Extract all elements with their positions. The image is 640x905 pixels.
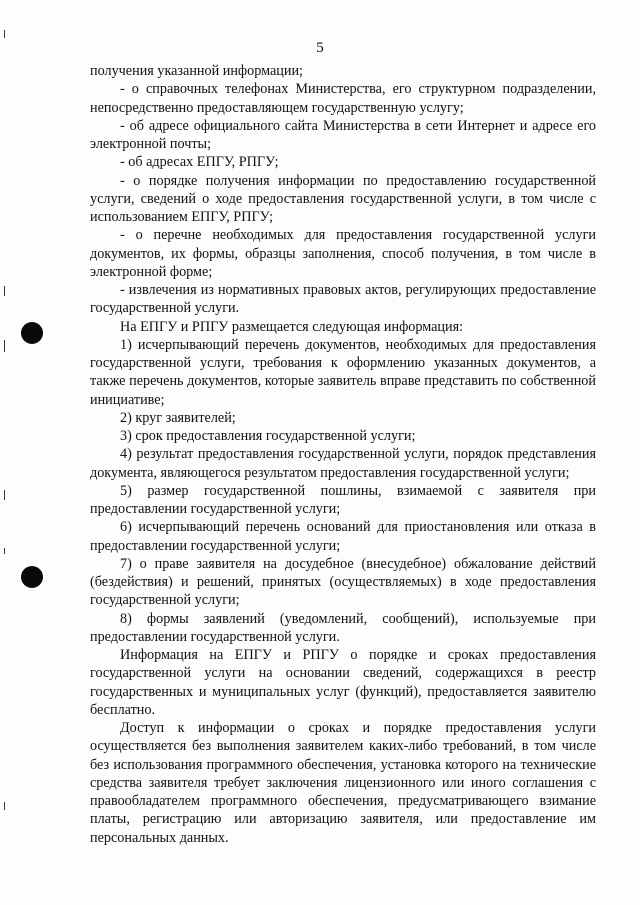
paragraph: Информация на ЕПГУ и РПГУ о порядке и сроках предоставления государственной услуги на основании сведений, содержащихся в реестр государственных и муниципальных услуг (функций), предоставляется заявителю бесплатно. — [90, 647, 596, 718]
paragraph: 4) результат предоставления государственной услуги, порядок представления документа, являющегося результатом предоставления государственной услуги; — [90, 446, 596, 481]
paragraph: 2) круг заявителей; — [120, 409, 236, 426]
paragraph: 5) размер государственной пошлины, взимаемой с заявителя при предоставлении государственной услуги; — [90, 482, 596, 517]
paragraph: получения указанной информации; — [90, 63, 303, 79]
scan-speck — [4, 490, 5, 500]
paragraph: - о перечне необходимых для предоставления государственной услуги документов, их формы, образцы заполнения, способ получения, в том числе в электронной форме; — [90, 227, 596, 280]
punch-hole-bottom — [21, 566, 43, 588]
paragraph: Доступ к информации о сроках и порядке предоставления услуги осуществляется без выполнения заявителем каких-либо требований, в том числе без использования программного обеспечения, установка которого на технические средства заявителя требует заключения лицензионного или иного соглашения с правообладателем программного обеспечения, предусматривающего взимание платы, регистрацию или авторизацию заявителя, или предоставление им персональных данных. — [90, 720, 596, 846]
paragraph: 7) о праве заявителя на досудебное (внесудебное) обжалование действий (бездействия) и решений, принятых (осуществляемых) в ходе предоставления государственной услуги; — [90, 555, 596, 609]
scan-speck — [4, 30, 5, 38]
paragraph: На ЕПГУ и РПГУ размещается следующая информация: — [120, 318, 464, 335]
page-number: 5 — [316, 40, 324, 56]
paragraph: - извлечения из нормативных правовых актов, регулирующих предоставление государственной услуги. — [90, 282, 596, 317]
paragraph: - о порядке получения информации по предоставлению государственной услуги, сведений о ходе предоставления государственной услуги, в том числе с использованием ЕПГУ, РПГУ; — [90, 172, 596, 225]
paragraph: 8) формы заявлений (уведомлений, сообщений), используемые при предоставлении государственной услуги. — [90, 610, 596, 645]
scan-speck — [4, 286, 5, 296]
paragraph: - о справочных телефонах Министерства, его структурном подразделении, непосредственно предоставляющем государственную услугу; — [90, 81, 596, 116]
scan-speck — [4, 340, 5, 352]
paragraph: - об адресе официального сайта Министерства в сети Интернет и адресе его электронной почты; — [90, 117, 596, 152]
paragraph: 3) срок предоставления государственной услуги; — [120, 428, 416, 444]
scan-speck — [4, 802, 5, 810]
paragraph: 6) исчерпывающий перечень оснований для приостановления или отказа в предоставлении государственной услуги; — [90, 519, 596, 554]
paragraph: - об адресах ЕПГУ, РПГУ; — [120, 154, 279, 171]
paragraph: 1) исчерпывающий перечень документов, необходимых для предоставления государственной услуги, требования к оформлению указанных документов, а также перечень документов, которые заявитель вправе представить по собственной инициативе; — [90, 336, 596, 408]
punch-hole-top — [21, 322, 43, 344]
document-body — [90, 62, 596, 847]
scan-speck — [4, 548, 5, 554]
